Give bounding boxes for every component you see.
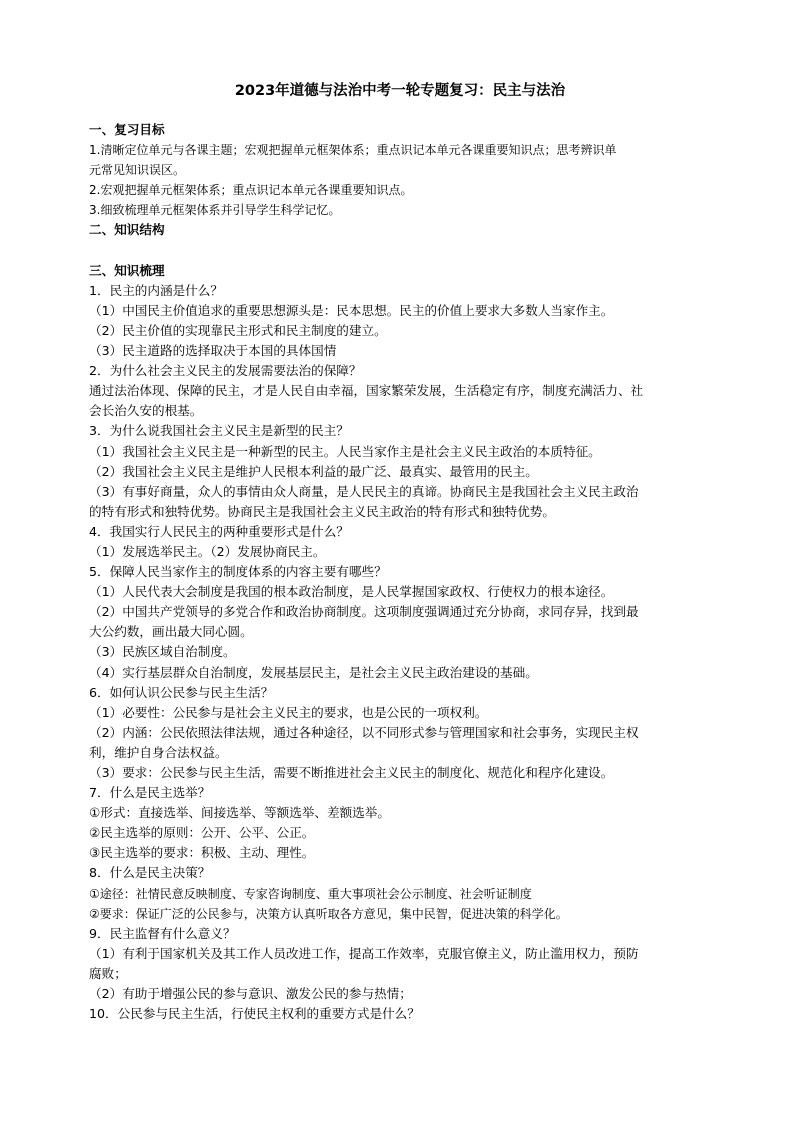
text-line: （1）必要性：公民参与是社会主义民主的要求，也是公民的一项权利。 (89, 704, 488, 720)
text-line: ②民主选举的原则：公开、公平、公正。 (89, 825, 315, 841)
text-line: （2）中国共产党领导的多党合作和政治协商制度。这项制度强调通过充分协商，求同存异，找到最 (89, 604, 639, 620)
text-line: 通过法治体现、保障的民主，才是人民自由幸福，国家繁荣发展，生活稳定有序，制度充满活力、社 (89, 383, 644, 399)
text-line: 大公约数，画出最大同心圆。 (89, 624, 253, 640)
section-heading: 二、知识结构 (89, 222, 165, 238)
text-line: （1）人民代表大会制度是我国的根本政治制度，是人民掌握国家政权、行使权力的根本途径。 (89, 584, 614, 600)
text-line: 腐败； (89, 965, 127, 981)
text-line: （2）民主价值的实现靠民主形式和民主制度的建立。 (89, 322, 387, 338)
text-line: ②要求：保证广泛的公民参与，决策方认真听取各方意见，集中民智，促进决策的科学化。 (89, 906, 568, 921)
text-line: 7．什么是民主选举？ (89, 785, 211, 801)
text-line: 9．民主监督有什么意义？ (89, 925, 236, 941)
text-line: 3．为什么说我国社会主义民主是新型的民主？ (89, 423, 349, 439)
text-line: （3）民族区域自治制度。 (89, 644, 236, 660)
text-line: （1）有利于国家机关及其工作人员改进工作，提高工作效率，克服官僚主义，防止滥用权力，预防 (89, 945, 639, 961)
blank-line (89, 241, 711, 261)
text-line: 元常见知识误区。 (89, 163, 186, 178)
text-line: 1．民主的内涵是什么？ (89, 282, 223, 298)
text-line: （2）有助于增强公民的参与意识、激发公民的参与热情； (89, 986, 412, 1002)
text-line: （1）我国社会主义民主是一种新型的民主。人民当家作主是社会主义民主政治的本质特征。 (89, 443, 601, 459)
text-line: （1）中国民主价值追求的重要思想源头是：民本思想。民主的价值上要求大多数人当家作主。 (89, 302, 614, 318)
text-line: 3.细致梳理单元框架体系并引导学生科学记忆。 (89, 203, 341, 218)
text-line: 5．保障人民当家作主的制度体系的内容主要有哪些？ (89, 564, 387, 580)
text-line: （1）发展选举民主。（2）发展协商民主。 (89, 543, 326, 559)
text-line: （2）内涵：公民依照法律法规，通过各种途径，以不同形式参与管理国家和社会事务，实现民主权 (89, 724, 639, 740)
section-heading: 三、知识梳理 (89, 262, 165, 278)
text-line: 2.宏观把握单元框架体系；重点识记本单元各课重要知识点。 (89, 183, 413, 198)
text-line: 8．什么是民主决策？ (89, 865, 211, 881)
text-line: 6．如何认识公民参与民主生活？ (89, 684, 274, 700)
text-line: （4）实行基层群众自治制度，发展基层民主，是社会主义民主政治建设的基础。 (89, 664, 538, 680)
document-title: 2023年道德与法治中考一轮专题复习：民主与法治 (234, 83, 566, 99)
text-line: ①途径：社情民意反映制度、专家咨询制度、重大事项社会公示制度、社会听证制度 (89, 886, 532, 901)
text-line: 1.清晰定位单元与各课主题；宏观把握单元框架体系；重点识记本单元各课重要知识点；思考辨识单 (89, 143, 617, 158)
text-line: 利，维护自身合法权益。 (89, 744, 228, 760)
document-body (89, 120, 711, 1024)
text-line: （3）要求：公民参与民主生活，需要不断推进社会主义民主的制度化、规范化和程序化建设。 (89, 765, 614, 780)
section-heading: 一、复习目标 (89, 122, 165, 137)
text-line: 2．为什么社会主义民主的发展需要法治的保障？ (89, 363, 362, 379)
text-line: 的特有形式和独特优势。协商民主是我国社会主义民主政治的特有形式和独特优势。 (89, 503, 555, 519)
text-line: ①形式：直接选举、间接选举、等额选举、差额选举。 (89, 805, 390, 821)
text-line: （3）有事好商量，众人的事情由众人商量，是人民民主的真谛。协商民主是我国社会主义民主政治 (89, 483, 639, 499)
text-line: （2）我国社会主义民主是维护人民根本利益的最广泛、最真实、最管用的民主。 (89, 463, 538, 479)
text-line: 4．我国实行人民民主的两种重要形式是什么？ (89, 523, 349, 539)
text-line: ③民主选举的要求：积极、主动、理性。 (89, 845, 315, 861)
text-line: （3）民主道路的选择取决于本国的具体国情 (89, 343, 337, 359)
text-line: 会长治久安的根基。 (89, 403, 203, 419)
text-line: 10．公民参与民主生活，行使民主权利的重要方式是什么？ (89, 1006, 420, 1022)
